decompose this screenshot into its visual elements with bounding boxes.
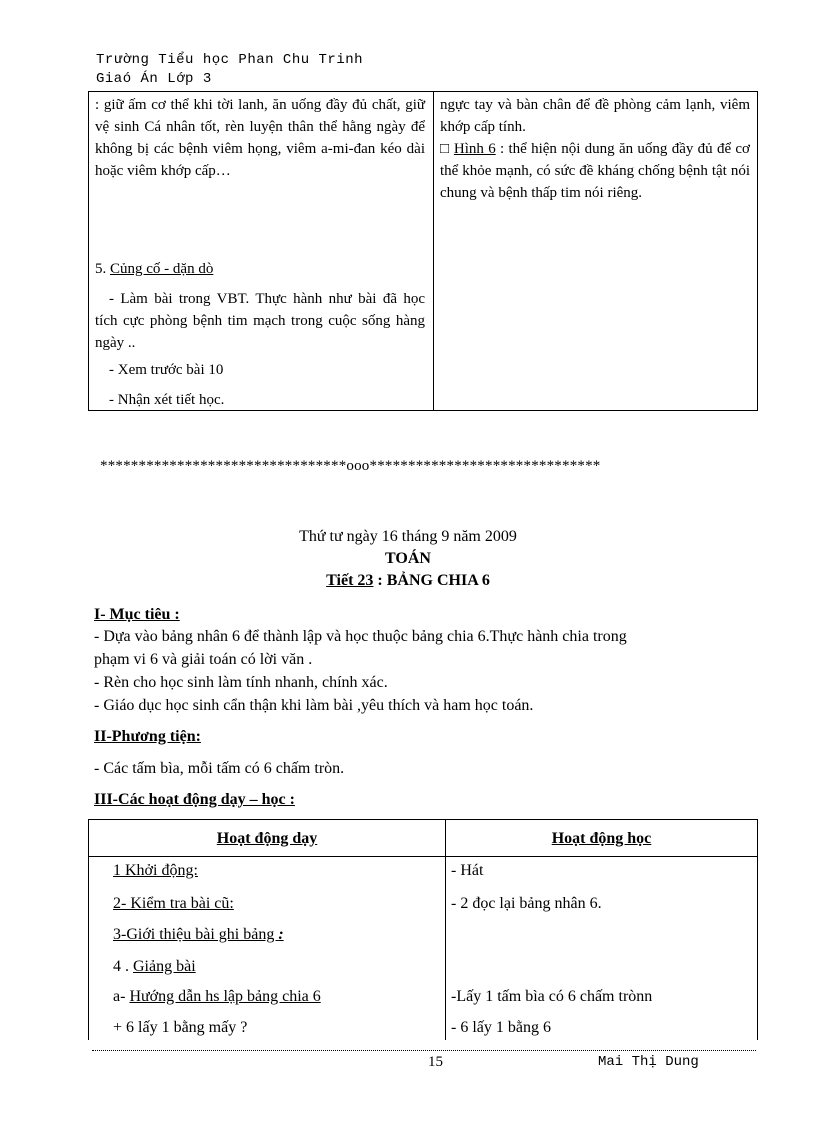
figure-6-note (440, 138, 750, 204)
section-5-heading (95, 258, 425, 280)
header-divider (89, 856, 757, 857)
objective-line-1: - Dựa vào bảng nhân 6 để thành lập và học thuộc bảng chia 6.Thực hành chia trong (94, 628, 627, 645)
materials-heading: II-Phương tiện: (94, 728, 201, 745)
row-guide-right: -Lấy 1 tấm bìa có 6 chấm trònn (451, 988, 653, 1005)
homework-item: - Làm bài trong VBT. Thực hành như bài đã học tích cực phòng bệnh tim mạch trong cuộc sống hàng ngày .. (95, 291, 425, 351)
row-lesson-left (113, 958, 196, 976)
review-item: - Nhận xét tiết học. (109, 392, 225, 408)
preview-item: - Xem trước bài 10 (109, 362, 224, 378)
objective-line-4: - Giáo dục học sinh cẩn thận khi làm bài ,yêu thích và ham học toán. (94, 697, 534, 714)
figure-6-label: Hình 6 (453, 141, 496, 157)
period-name: : BẢNG CHIA 6 (373, 572, 490, 589)
row-question-right: - 6 lấy 1 bằng 6 (451, 1019, 551, 1036)
objective-line-3: - Rèn cho học sinh làm tính nhanh, chính xác. (94, 674, 388, 691)
row-warmup-left: 1 Khởi động: (113, 862, 198, 879)
row-question-left: + 6 lấy 1 bằng mấy ? (113, 1019, 248, 1036)
row-lesson-title: Giảng bài (133, 958, 196, 975)
figure-6-text: : thể hiện nội dung ăn uống đầy đủ để cơ thể khỏe mạnh, có sức đề kháng chống bệnh tật nói chung và bệnh thấp tim nói riêng. (440, 141, 750, 201)
activities-heading: III-Các hoạt động dạy – học : (94, 791, 295, 808)
period-title (0, 572, 816, 590)
continuation-table (88, 91, 758, 411)
row-intro-colon: : (278, 926, 284, 943)
row-review-right: - 2 đọc lại bảng nhân 6. (451, 895, 602, 912)
lesson-date: Thứ tư ngày 16 tháng 9 năm 2009 (299, 528, 517, 545)
teacher-activity-header: Hoạt động dạy (216, 830, 318, 847)
row-lesson-num: 4 . (113, 958, 133, 975)
column-divider (445, 820, 446, 1040)
section-separator: ********************************ooo****************************** (100, 458, 601, 474)
continuation-left-cell (89, 92, 434, 410)
checkbox-icon: □ (440, 141, 450, 157)
row-intro-left (113, 926, 284, 944)
left-paragraph: : giữ ấm cơ thể khi tời lanh, ăn uống đầy đủ chất, giữ vệ sinh Cá nhân tốt, rèn luyện thân thể hằng ngày để không bị các bệnh viêm họng, viêm a-mi-đan kéo dài hoặc viêm khớp cấp… (95, 97, 425, 179)
section-5-title: Củng cố - dặn dò (110, 261, 214, 277)
row-review-left: 2- Kiểm tra bài cũ: (113, 895, 234, 912)
subject-title: TOÁN (385, 550, 431, 567)
right-paragraph: ngực tay và bàn chân để đề phòng cảm lạnh, viêm khớp cấp tính. (440, 97, 750, 135)
objective-line-2: phạm vi 6 và giải toán có lời văn . (94, 651, 313, 668)
row-warmup-right: - Hát (451, 862, 484, 879)
school-name: Trường Tiểu học Phan Chu Trinh (96, 52, 364, 68)
continuation-right-cell (434, 92, 757, 410)
activity-table (88, 819, 758, 1040)
materials-line: - Các tấm bìa, mỗi tấm có 6 chấm tròn. (94, 760, 345, 777)
period-label: Tiết 23 (326, 572, 374, 589)
student-activity-header: Hoạt động học (551, 830, 652, 847)
objectives-heading: I- Mục tiêu : (94, 606, 180, 623)
row-guide-left (113, 988, 321, 1006)
row-guide-prefix: a- (113, 988, 130, 1005)
footer-rule (92, 1050, 756, 1051)
row-guide-title: Hướng dẫn hs lập bảng chia 6 (129, 988, 321, 1005)
lesson-plan-class: Giaó Án Lớp 3 (96, 71, 212, 87)
row-intro-text: 3-Giới thiệu bài ghi bảng (113, 926, 279, 943)
section-5-number: 5. (95, 261, 110, 277)
author-name: Mai Thị Dung (598, 1054, 699, 1070)
page-number: 15 (428, 1054, 443, 1070)
